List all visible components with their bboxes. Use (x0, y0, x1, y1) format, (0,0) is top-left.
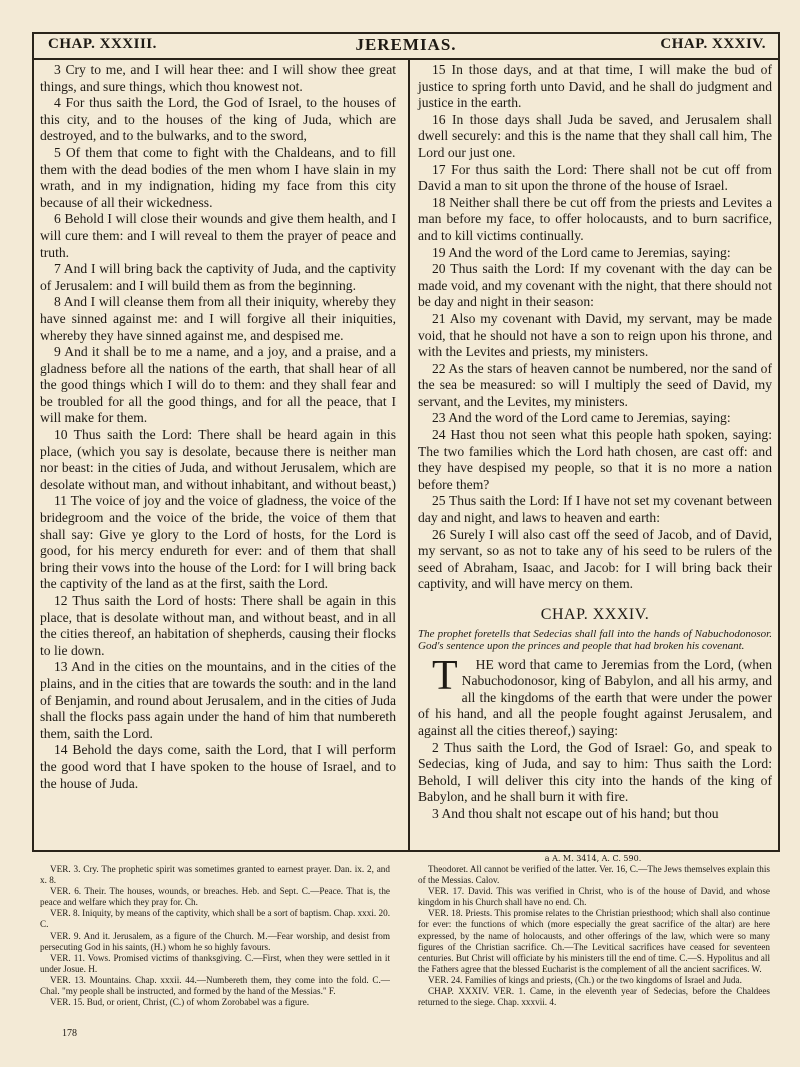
note: VER. 9. And it. Jerusalem, as a figure of the Church. M.—Fear worship, and desist from persecuting God in his saints, (H.) whom he so highly favours. (40, 930, 390, 952)
verse: 3 And thou shalt not escape out of his hand; but thou (432, 805, 719, 821)
notes-right (418, 864, 770, 1008)
note: VER. 3. Cry. The prophetic spirit was sometimes granted to earnest prayer. Dan. ix. 2, and x. 8. (40, 864, 390, 886)
verse: 19 And the word of the Lord came to Jeremias, saying: (432, 244, 731, 260)
note: VER. 13. Mountains. Chap. xxxii. 44.—Numbereth them, they come into the fold. C.—Chal. "my people shall be instructed, and formed by the hand of the Messias." F. (40, 974, 390, 997)
verse: 6 Behold I will close their wounds and give them health, and I will cure them: and I will reveal to them the prayer of peace and truth. (40, 211, 396, 260)
page-number: 178 (62, 1028, 77, 1039)
note: VER. 15. Bud, or orient, Christ, (C.) of whom Zorobabel was a figure. (50, 997, 309, 1008)
verse: 17 For thus saith the Lord: There shall not be cut off from David a man to sit upon the throne of the house of Israel. (418, 161, 772, 194)
verse: 14 Behold the days come, saith the Lord, that I will perform the good word that I have spoken to the house of Israel, and to the house of Juda. (40, 742, 396, 791)
verse: 11 The voice of joy and the voice of gladness, the voice of the bridegroom and the voice of the bride, the voice of them that shall say: Give ye glory to the Lord of hosts, for the Lord is good, for his mercy endureth for ever: and of them that shall bring their vows into the house of the Lord: for I will bring back the captivity of the land as at the first, saith the Lord. (40, 493, 396, 592)
bible-page (22, 22, 778, 1052)
note: VER. 6. Their. The houses, wounds, or breaches. Heb. and Sept. C.—Peace. That is, the peace and welfare which they pray for. Ch. (40, 886, 390, 908)
verse: 22 As the stars of heaven cannot be numbered, nor the sand of the sea be measured: so will I multiply the seed of David, my servant, and the Levites, my ministers. (418, 360, 772, 409)
note: CHAP. XXXIV. VER. 1. Came, in the eleventh year of Sedecias, before the Chaldees returned to the siege. Chap. xxxvii. 4. (418, 986, 770, 1008)
verse: 16 In those days shall Juda be saved, and Jerusalem shall dwell securely: and this is the name that they shall call him, The Lord our just one. (418, 111, 772, 160)
footnote-marker: a A. M. 3414, A. C. 590. (544, 854, 642, 863)
column-divider (408, 60, 410, 852)
verse: 5 Of them that come to fight with the Chaldeans, and to fill them with the dead bodies of the men whom I have slain in my wrath, and in my indignation, hiding my face from this city because of all their wickedness. (40, 144, 396, 210)
verse: 24 Hast thou not seen what this people hath spoken, saying: The two families which the Lord hath chosen, are cast off: and they have despised my people, so that it is no more a nation before them? (418, 427, 772, 492)
verse: 4 For thus saith the Lord, the God of Israel, to the houses of this city, and to the houses of the king of Juda, which are destroyed, and to the bulwarks, and to the sword, (40, 95, 396, 144)
verse: 9 And it shall be to me a name, and a joy, and a praise, and a gladness before all the nations of the earth, that shall hear of all the good things which I will do to them: and they shall fear and be troubled for all the good things, and for all the peace, that I will make for them. (40, 344, 396, 426)
note: VER. 11. Vows. Promised victims of thanksgiving. C.—First, when they were settled in it under Josue. H. (40, 952, 390, 974)
verse: 23 And the word of the Lord came to Jeremias, saying: (432, 410, 731, 426)
notes-left (40, 864, 390, 1008)
verse: 2 Thus saith the Lord, the God of Israel: Go, and speak to Sedecias, king of Juda, and say to him: Thus saith the Lord: Behold, I will deliver this city into the hands of the king of Babylon, and he shall burn it with fire. (418, 739, 772, 805)
header-right: CHAP. XXXIV. (660, 36, 766, 52)
verse: 12 Thus saith the Lord of hosts: There shall be again in this place, that is desolate without man, and without beast, and in all the cities thereof, an habitation of shepherds, causing their flocks to lie down. (40, 593, 396, 658)
chapter-heading: CHAP. XXXIV. (540, 606, 650, 623)
verse: 26 Surely I will also cast off the seed of Jacob, and of David, my servant, so as not to take any of his seed to be rulers of the seed of Abraham, Isaac, and Jacob: for I will bring back their captivity, and will have mercy on them. (418, 526, 772, 592)
verse: 15 In those days, and at that time, I will make the bud of justice to spring forth unto David, and he shall do judgment and justice in the earth. (418, 62, 772, 111)
left-column (40, 62, 396, 792)
header-title: JEREMIAS. (355, 35, 457, 54)
running-header (32, 32, 780, 60)
verse: 21 Also my covenant with David, my servant, may be made void, that he should not have a son to reign upon his throne, and with the Levites and priests, my ministers. (418, 310, 772, 360)
note: VER. 8. Iniquity, by means of the captivity, which shall be a sort of baptism. Chap. xxxi. 20. C. (40, 908, 390, 930)
verse: 7 And I will bring back the captivity of Juda, and the captivity of Jerusalem: and I will build them as from the beginning. (40, 261, 396, 293)
verse: 25 Thus saith the Lord: If I have not set my covenant between day and night, and laws to heaven and earth: (418, 493, 772, 526)
header-left: CHAP. XXXIII. (48, 36, 157, 52)
note: VER. 17. David. This was verified in Christ, who is of the house of David, and whose kingdom in his Church shall have no end. Ch. (418, 886, 770, 908)
note: Theodoret. All cannot be verified of the latter. Ver. 16, C.—The Jews themselves explain this of the Messias. Calov. (418, 864, 770, 886)
verse: 3 Cry to me, and I will hear thee: and I will show thee great things, and sure things, which thou knowest not. (40, 62, 396, 94)
right-column (418, 62, 772, 823)
note: VER. 24. Families of kings and priests, (Ch.) or the two kingdoms of Israel and Juda. (428, 974, 742, 985)
verse: 8 And I will cleanse them from all their iniquity, whereby they have sinned against me: and I will forgive all their iniquities, whereby they have sinned against me, and despised me. (40, 294, 396, 343)
verse: 13 And in the cities on the mountains, and in the cities of the plains, and in the cities that are towards the south: and in the land of Benjamin, and round about Jerusalem, and in the cities of Juda shall the flocks pass again under the hand of him that numbereth them, saith the Lord. (40, 659, 396, 741)
chapter-summary: The prophet foretells that Sedecias shall fall into the hands of Nabuchodonosor. God's sentence upon the princes and people that had broken his covenant. (418, 627, 772, 653)
verse-first (418, 652, 772, 740)
verse: 18 Neither shall there be cut off from the priests and Levites a man before my face, to offer holocausts, and to burn sacrifice, and to kill victims continually. (418, 194, 772, 243)
verse: 10 Thus saith the Lord: There shall be heard again in this place, (which you say is desolate, because there is neither man nor beast: in the cities of Juda, and without Jerusalem, which are desolate without man, and without inhabitant, and without beast,) (40, 427, 397, 492)
note: VER. 18. Priests. This promise relates to the Christian priesthood; which shall also continue for ever: the functions of which (more especially the great sacrifice of the altar) are here expressed, by the name of holocausts, and other offerings of the law, which were so many figures of the Christian sacrifice. Ch.—The Levitical sacrifices have ceased for seventeen centuries. But Christ will officiate by his ministers till the end of time. C.—S. Hypolitus and all the Fathers agree that the blessed Eucharist is the complement of all the ancient sacrifices. W. (418, 908, 770, 974)
drop-cap: T (432, 652, 458, 699)
verse-1-text: HE word that came to Jeremias from the Lord, (when Nabuchodonosor, king of Babylon, and all his army, and all the kingdoms of the earth that were under the power of his hand, and all the people fought against Jerusalem, and against all the cities thereof,) saying: (418, 656, 772, 738)
verse: 20 Thus saith the Lord: If my covenant with the day can be made void, and my covenant with the night, that there should not be day and night in their season: (418, 261, 772, 310)
